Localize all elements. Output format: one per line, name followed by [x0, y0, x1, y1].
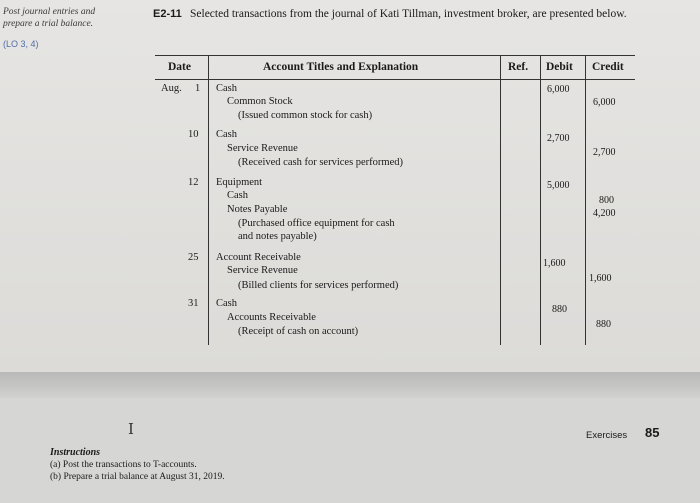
credit-amount: 6,000 — [593, 97, 616, 108]
margin-note-text: Post journal entries and prepare a trial balance. — [3, 7, 96, 29]
textbook-page-bottom — [0, 398, 700, 503]
credit-amount: 1,600 — [589, 273, 612, 284]
credit-amount: 4,200 — [593, 208, 616, 219]
debit-account: Cash — [216, 83, 237, 94]
ref-column-rule-left — [500, 55, 501, 345]
debit-column-rule — [585, 55, 586, 345]
header-date: Date — [168, 61, 191, 73]
debit-account: Equipment — [216, 177, 263, 188]
debit-amount: 1,600 — [543, 258, 566, 269]
debit-account: Cash — [216, 298, 237, 309]
entry-day: 10 — [188, 129, 199, 140]
credit-amount: 880 — [596, 319, 611, 330]
credit-account: Service Revenue — [227, 265, 298, 276]
exercise-id: E2-11 — [153, 8, 182, 20]
debit-account: Account Receivable — [216, 252, 301, 263]
page-number: 85 — [645, 425, 660, 440]
entry-day: 31 — [188, 298, 199, 309]
header-account-titles: Account Titles and Explanation — [263, 61, 419, 73]
entry-explanation: and notes payable) — [238, 231, 317, 242]
debit-amount: 2,700 — [547, 133, 570, 144]
entry-day: 1 — [195, 83, 201, 94]
text-cursor-icon: I — [128, 420, 134, 438]
entry-explanation: (Billed clients for services performed) — [238, 280, 399, 291]
header-debit: Debit — [546, 61, 573, 73]
entry-explanation: (Purchased office equipment for cash — [238, 218, 395, 229]
debit-account: Cash — [216, 129, 237, 140]
credit-amount: 800 — [599, 195, 614, 206]
margin-note — [3, 6, 123, 30]
page-break-shadow — [0, 372, 700, 400]
date-column-rule — [208, 55, 209, 345]
credit-account: Notes Payable — [227, 204, 288, 215]
entry-explanation: (Receipt of cash on account) — [238, 326, 359, 337]
entry-explanation: (Received cash for services performed) — [238, 157, 404, 168]
credit-account: Service Revenue — [227, 143, 298, 154]
exercise-prompt: Selected transactions from the journal of Kati Tillman, investment broker, are presented below. — [190, 8, 627, 20]
entry-explanation: (Issued common stock for cash) — [238, 110, 373, 121]
debit-amount: 880 — [552, 304, 567, 315]
header-credit: Credit — [592, 61, 624, 73]
instruction-item: (b) Prepare a trial balance at August 31, 2019. — [50, 472, 225, 482]
debit-amount: 6,000 — [547, 84, 570, 95]
credit-account: Cash — [227, 190, 248, 201]
general-journal-table — [155, 55, 635, 345]
ref-column-rule-right — [540, 55, 541, 345]
credit-amount: 2,700 — [593, 147, 616, 158]
entry-month: Aug. — [161, 83, 182, 94]
table-top-rule — [155, 55, 635, 56]
instruction-item: (a) Post the transactions to T-accounts. — [50, 460, 197, 470]
running-footer-label: Exercises — [586, 430, 628, 441]
entry-day: 12 — [188, 177, 199, 188]
debit-amount: 5,000 — [547, 180, 570, 191]
credit-account: Accounts Receivable — [227, 312, 316, 323]
table-header-rule — [155, 79, 635, 80]
learning-objectives: (LO 3, 4) — [3, 39, 39, 49]
header-ref: Ref. — [508, 61, 529, 73]
entry-day: 25 — [188, 252, 199, 263]
instructions-heading: Instructions — [50, 447, 101, 458]
credit-account: Common Stock — [227, 96, 293, 107]
